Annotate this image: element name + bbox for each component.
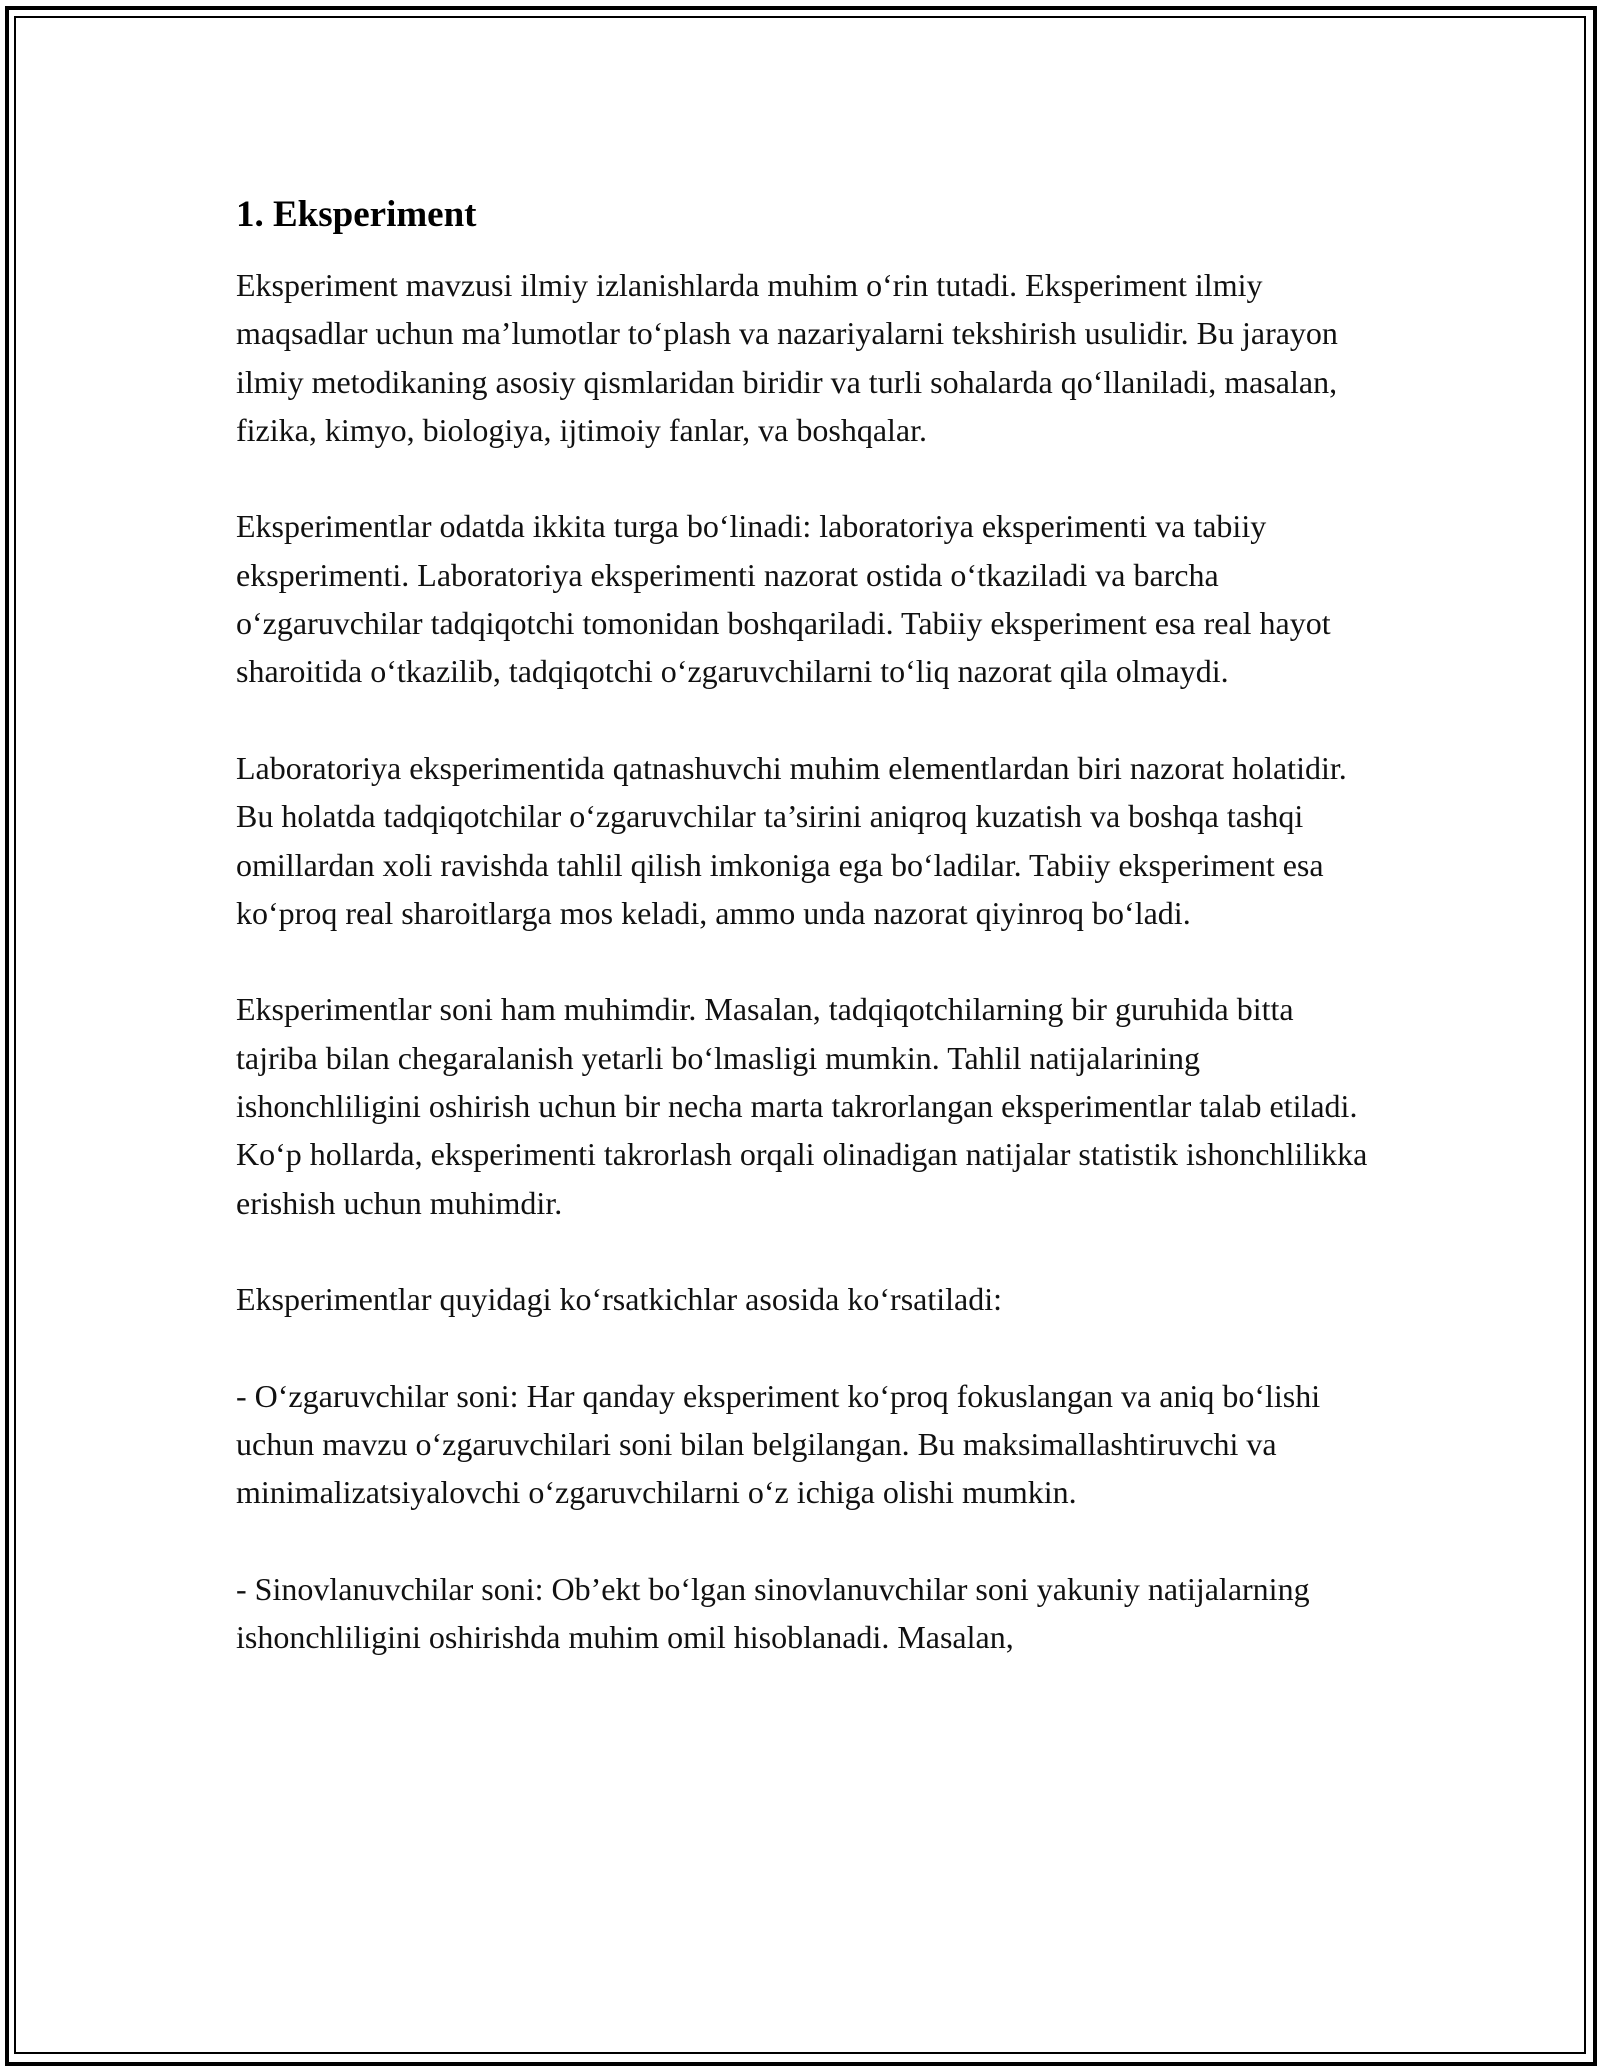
paragraph-indicators-intro: Eksperimentlar quyidagi ko‘rsatkichlar asosida ko‘rsatiladi: (236, 1281, 1002, 1318)
list-item-subjects: - Sinovlanuvchilar soni: Ob’ekt bo‘lgan sinovlanuvchilar soni yakuniy natijalarning ishonchliligini oshirishda muhim omil hisoblanadi. Masalan, (236, 1571, 1310, 1656)
section-heading: 1. Eksperiment (236, 194, 477, 235)
document-body (236, 180, 1376, 1662)
paragraph-control: Laboratoriya eksperimentida qatnashuvchi muhim elementlardan biri nazorat holatidir. Bu holatda tadqiqotchilar o‘zgaruvchilar ta’sirini aniqroq kuzatish va boshqa tashqi omillardan xoli ravishda tahlil qilish imkoniga ega bo‘ladilar. Tabiiy eksperiment esa ko‘proq real sharoitlarga mos keladi, ammo unda nazorat qiyinroq bo‘ladi. (236, 749, 1347, 931)
paragraph-repetition: Eksperimentlar soni ham muhimdir. Masalan, tadqiqotchilarning bir guruhida bitta tajriba bilan chegaralanish yetarli bo‘lmasligi mumkin. Tahlil natijalarining ishonchliligini oshirish uchun bir necha marta takrorlangan eksperimentlar talab etiladi. Ko‘p hollarda, eksperimenti takrorlash orqali olinadigan natijalar statistik ishonchlilikka erishish uchun muhimdir. (236, 991, 1368, 1221)
list-item-variables: - O‘zgaruvchilar soni: Har qanday eksperiment ko‘proq fokuslangan va aniq bo‘lishi uchun mavzu o‘zgaruvchilari soni bilan belgilangan. Bu maksimallashtiruvchi va minimalizatsiyalovchi o‘zgaruvchilarni o‘z ichiga olishi mumkin. (236, 1377, 1321, 1511)
paragraph-intro: Eksperiment mavzusi ilmiy izlanishlarda muhim o‘rin tutadi. Eksperiment ilmiy maqsadlar uchun ma’lumotlar to‘plash va nazariyalarni tekshirish usulidir. Bu jarayon ilmiy metodikaning asosiy qismlaridan biridir va turli sohalarda qo‘llaniladi, masalan, fizika, kimyo, biologiya, ijtimoiy fanlar, va boshqalar. (236, 267, 1338, 448)
paragraph-types: Eksperimentlar odatda ikkita turga bo‘linadi: laboratoriya eksperimenti va tabiiy eksperimenti. Laboratoriya eksperimenti nazorat ostida o‘tkaziladi va barcha o‘zgaruvchilar tadqiqotchi tomonidan boshqariladi. Tabiiy eksperiment esa real hayot sharoitida o‘tkazilib, tadqiqotchi o‘zgaruvchilarni to‘liq nazorat qila olmaydi. (236, 508, 1331, 690)
